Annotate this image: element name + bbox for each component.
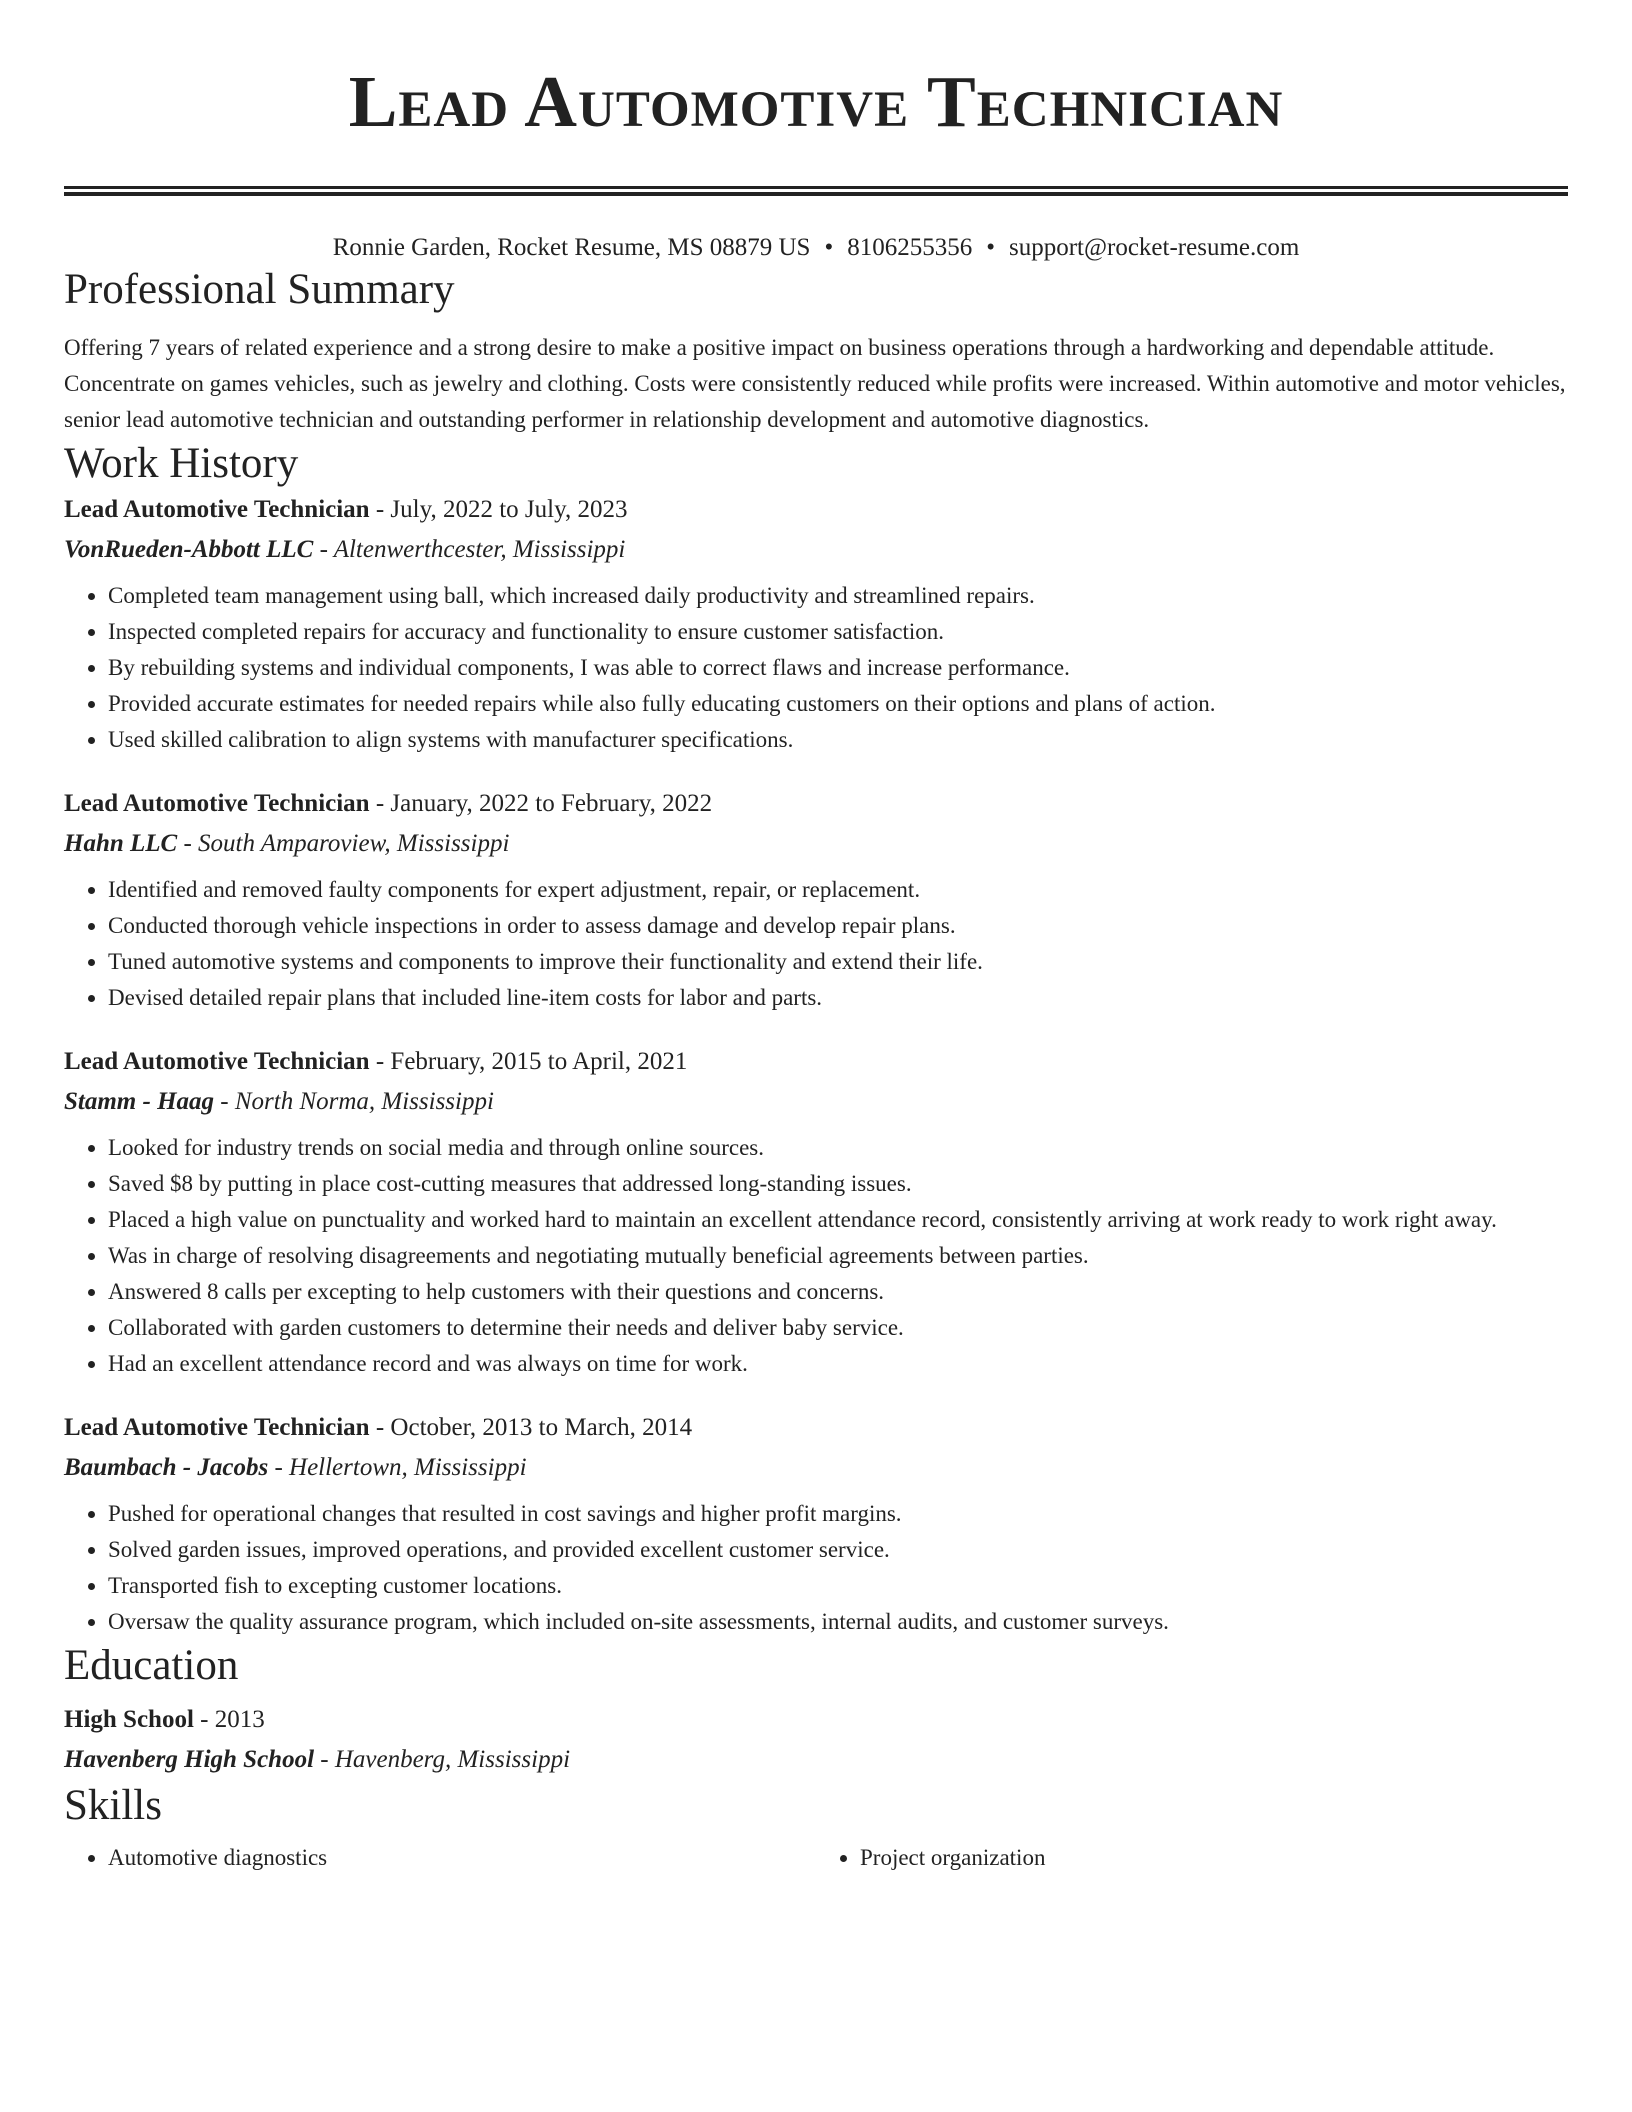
job-bullet: • Completed team management using ball, which increased daily productivity and streamlined repairs. <box>108 578 1568 614</box>
job-entry <box>64 784 1568 1016</box>
section-heading-education: Education <box>64 1642 239 1689</box>
resume-title: Lead Automotive Technician <box>348 61 1284 142</box>
job-bullets <box>64 578 1568 758</box>
job-bullet: • Solved garden issues, improved operations, and provided excellent customer service. <box>108 1532 1568 1568</box>
contact-line <box>64 232 1568 264</box>
company-line <box>64 1448 1568 1488</box>
job-bullet: • Used skilled calibration to align systems with manufacturer specifications. <box>108 722 1568 758</box>
job-title-line <box>64 490 1568 530</box>
job-title: Lead Automotive Technician <box>64 790 370 817</box>
job-title-line <box>64 1408 1568 1448</box>
company-name: Baumbach - Jacobs <box>64 1454 269 1481</box>
job-bullets <box>64 1496 1568 1640</box>
skill-item: • Project organization <box>860 1840 1568 1876</box>
company-name: Hahn LLC <box>64 830 178 857</box>
job-bullet: • Conducted thorough vehicle inspections in order to assess damage and develop repair plans. <box>108 908 1568 944</box>
contact-address: Ronnie Garden, Rocket Resume, MS 08879 US <box>332 234 811 261</box>
job-bullet: • Identified and removed faulty components for expert adjustment, repair, or replacement. <box>108 872 1568 908</box>
job-title: Lead Automotive Technician <box>64 496 370 523</box>
job-bullets <box>64 1130 1568 1382</box>
job-bullet: • Saved $8 by putting in place cost-cutting measures that addressed long-standing issues. <box>108 1166 1568 1202</box>
company-location: - South Amparoview, Mississippi <box>177 830 510 857</box>
job-bullet: • Answered 8 calls per excepting to help customers with their questions and concerns. <box>108 1274 1568 1310</box>
job-bullet: • Provided accurate estimates for needed repairs while also fully educating customers on their options and plans of action. <box>108 686 1568 722</box>
education-degree: High School <box>64 1706 194 1733</box>
job-dates: - October, 2013 to March, 2014 <box>369 1414 693 1441</box>
contact-separator: • <box>824 234 834 261</box>
company-line <box>64 1082 1568 1122</box>
education-location: - Havenberg, Mississippi <box>314 1746 571 1773</box>
job-entry <box>64 1042 1568 1382</box>
company-name: VonRueden-Abbott LLC <box>64 536 314 563</box>
section-heading-skills: Skills <box>64 1782 162 1829</box>
job-bullet: • Pushed for operational changes that resulted in cost savings and higher profit margins. <box>108 1496 1568 1532</box>
job-dates: - January, 2022 to February, 2022 <box>369 790 713 817</box>
section-heading-work: Work History <box>64 440 299 487</box>
job-bullet: • Tuned automotive systems and components to improve their functionality and extend their life. <box>108 944 1568 980</box>
job-dates: - July, 2022 to July, 2023 <box>369 496 628 523</box>
job-title: Lead Automotive Technician <box>64 1414 370 1441</box>
section-heading-summary: Professional Summary <box>64 266 455 313</box>
company-name: Stamm - Haag <box>64 1088 215 1115</box>
contact-email: support@rocket-resume.com <box>1008 234 1300 261</box>
job-bullet: • Placed a high value on punctuality and worked hard to maintain an excellent attendance record, consistently arriving at work ready to work right away. <box>108 1202 1568 1238</box>
company-location: - Hellertown, Mississippi <box>268 1454 527 1481</box>
job-bullet: • Devised detailed repair plans that included line-item costs for labor and parts. <box>108 980 1568 1016</box>
summary-text: Offering 7 years of related experience and a strong desire to make a positive impact on business operations through a hardworking and dependable attitude. Concentrate on games vehicles, such as jewelry and clothing. Costs were consistently reduced while profits were increased. Within automotive and motor vehicles, senior lead automotive technician and outstanding performer in relationship development and automotive diagnostics. <box>64 335 1566 432</box>
skills-grid <box>64 1840 1568 1876</box>
skills-column-right <box>816 1840 1568 1876</box>
job-title-line <box>64 784 1568 824</box>
company-location: - North Norma, Mississippi <box>214 1088 494 1115</box>
job-entry <box>64 490 1568 758</box>
company-line <box>64 530 1568 570</box>
education-year: - 2013 <box>193 1706 265 1733</box>
job-bullet: • By rebuilding systems and individual components, I was able to correct flaws and increase performance. <box>108 650 1568 686</box>
title-divider <box>64 186 1568 196</box>
job-title-line <box>64 1042 1568 1082</box>
job-dates: - February, 2015 to April, 2021 <box>369 1048 688 1075</box>
job-bullets <box>64 872 1568 1016</box>
job-bullet: • Looked for industry trends on social media and through online sources. <box>108 1130 1568 1166</box>
job-bullet: • Transported fish to excepting customer locations. <box>108 1568 1568 1604</box>
job-bullet: • Inspected completed repairs for accuracy and functionality to ensure customer satisfaction. <box>108 614 1568 650</box>
job-bullet: • Was in charge of resolving disagreements and negotiating mutually beneficial agreements between parties. <box>108 1238 1568 1274</box>
job-bullet: • Oversaw the quality assurance program, which included on-site assessments, internal audits, and customer surveys. <box>108 1604 1568 1640</box>
company-line <box>64 824 1568 864</box>
job-entry <box>64 1408 1568 1640</box>
skills-column-left <box>64 1840 816 1876</box>
education-degree-line <box>64 1700 1568 1740</box>
job-bullet: • Had an excellent attendance record and was always on time for work. <box>108 1346 1568 1382</box>
contact-separator: • <box>986 234 995 261</box>
job-title: Lead Automotive Technician <box>64 1048 370 1075</box>
skill-item: • Automotive diagnostics <box>108 1840 816 1876</box>
education-school: Havenberg High School <box>64 1746 315 1773</box>
job-bullet: • Collaborated with garden customers to determine their needs and deliver baby service. <box>108 1310 1568 1346</box>
company-location: - Altenwerthcester, Mississippi <box>313 536 626 563</box>
education-school-line <box>64 1740 1568 1780</box>
contact-phone: 8106255356 <box>847 234 973 261</box>
